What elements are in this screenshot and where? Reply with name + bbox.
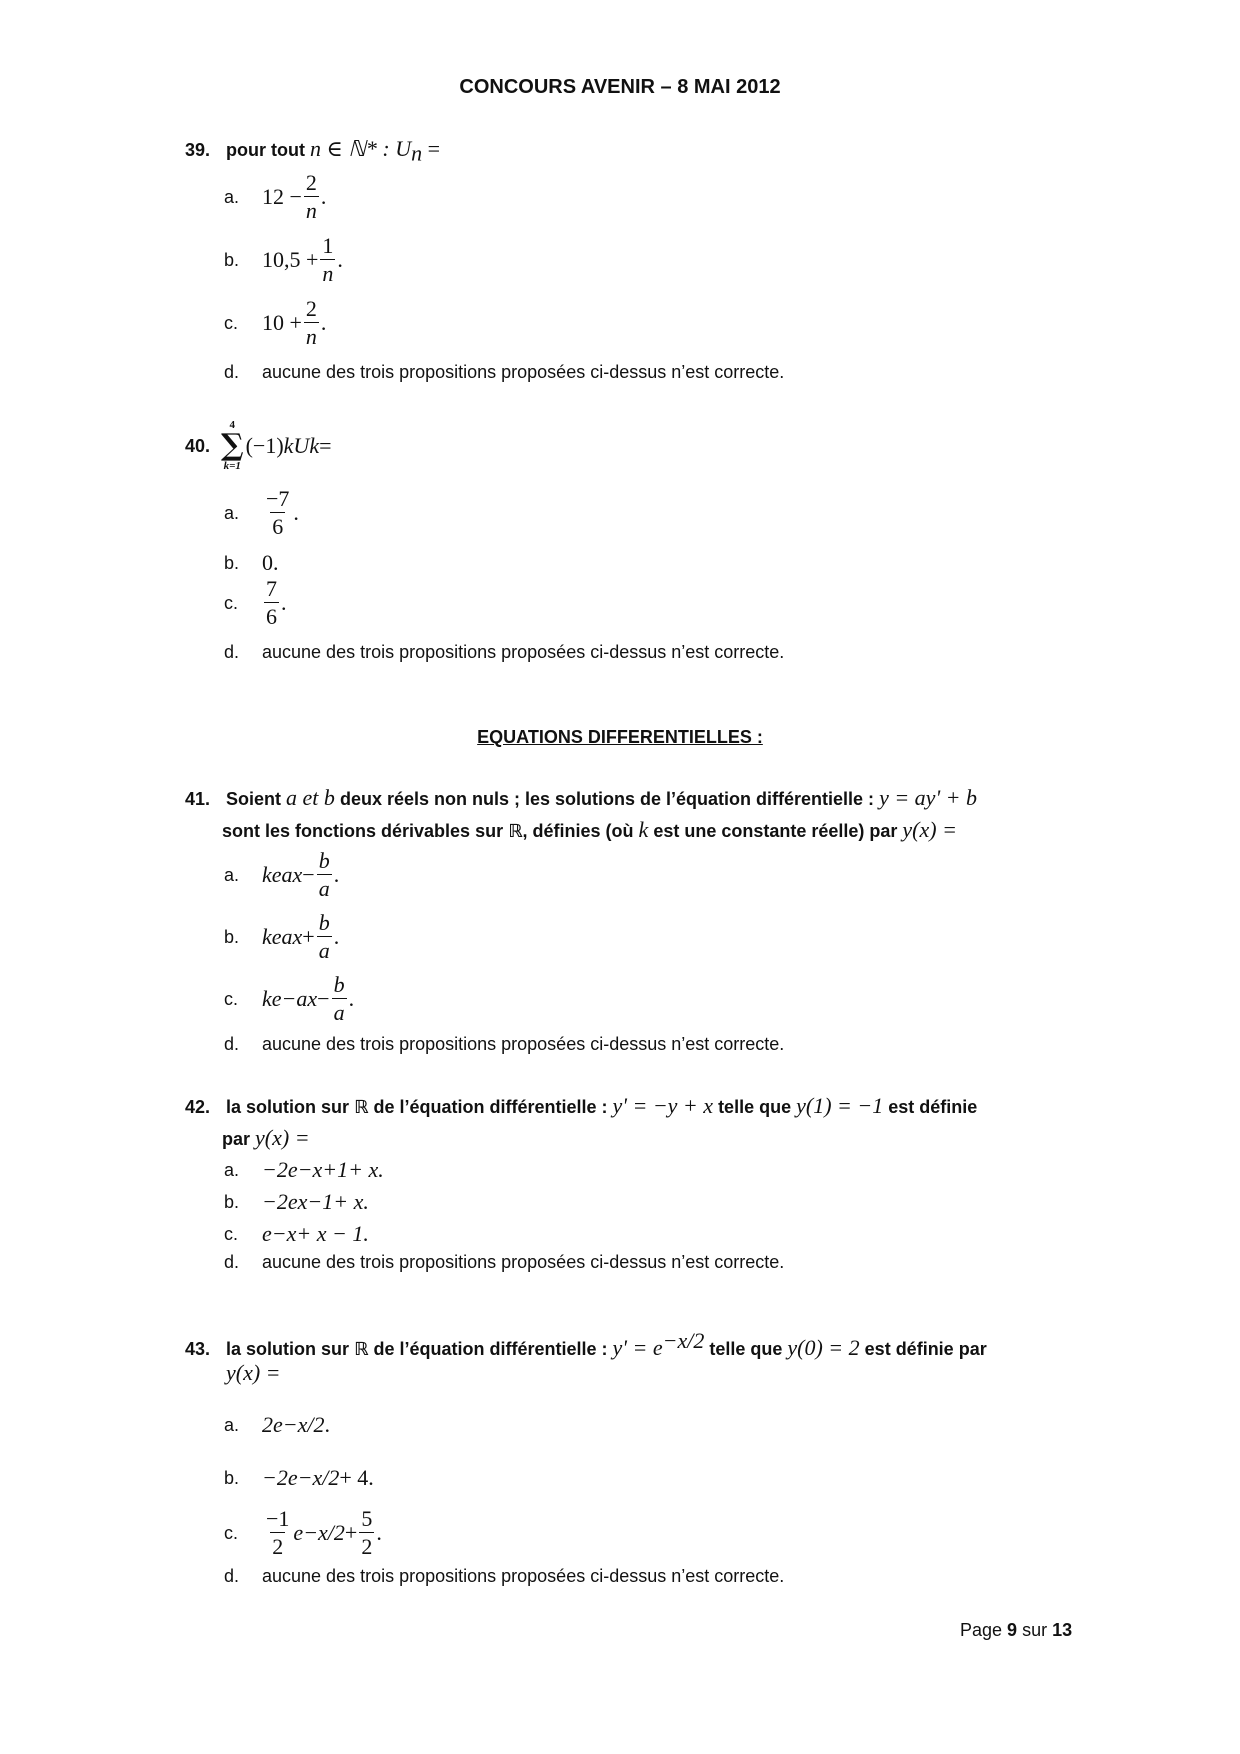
question-math: n ∈ ℕ* : U [310, 136, 412, 161]
footer-mid: sur [1017, 1620, 1053, 1640]
option-post: . [293, 500, 299, 525]
question-math: y(x) = [902, 817, 957, 842]
option-label: d. [224, 1252, 240, 1272]
question-43-cont [226, 1360, 281, 1386]
option-post: + x. [333, 1189, 369, 1214]
option-label: b. [224, 552, 240, 573]
option-label: c. [224, 1223, 239, 1244]
fraction-numerator: 7 [266, 576, 277, 601]
option-fraction [264, 578, 279, 628]
option-base: ke [262, 862, 282, 887]
option-post: + x − 1. [296, 1221, 369, 1246]
option-base: ke [262, 986, 282, 1011]
fraction-denominator: 2 [361, 1534, 373, 1559]
option-post: . [320, 184, 327, 209]
option-label: a. [224, 502, 240, 523]
question-text: telle que [709, 1339, 783, 1359]
sum-lower: k=1 [223, 460, 241, 472]
q40-option-b[interactable] [224, 550, 279, 576]
q42-option-c[interactable] [224, 1221, 369, 1247]
option-exponent: −x+1 [297, 1157, 349, 1182]
option-fraction [304, 298, 319, 348]
question-math: y' = −y + x [612, 1093, 714, 1118]
option-fraction [317, 912, 332, 962]
q42-option-a[interactable] [224, 1157, 384, 1183]
q39-option-d[interactable] [224, 362, 784, 383]
option-mid: e [293, 1520, 304, 1545]
option-label: d. [224, 362, 240, 382]
q41-option-a[interactable] [224, 850, 339, 900]
option-pre: 2e [262, 1412, 283, 1437]
option-post: . [337, 247, 343, 272]
q43-option-c[interactable] [224, 1508, 382, 1558]
option-op: − [302, 862, 315, 887]
option-pre: −2e [262, 1465, 298, 1490]
option-exponent: −ax [281, 986, 318, 1011]
fraction-denominator: a [318, 876, 330, 901]
fraction-numerator: b [318, 848, 330, 873]
option-label: a. [224, 864, 240, 885]
fraction-denominator: 6 [266, 604, 277, 629]
option-label: d. [224, 642, 240, 662]
page-footer [960, 1620, 1072, 1641]
question-math-end: = [422, 136, 441, 161]
question-math: y(x) = [226, 1360, 281, 1385]
option-label: c. [224, 592, 239, 613]
fraction-numerator: b [333, 972, 345, 997]
option-post: . [333, 862, 340, 887]
option-post: . [376, 1520, 382, 1545]
q43-option-b[interactable] [224, 1465, 374, 1491]
expr-exponent: k [283, 433, 294, 458]
fraction-denominator: 2 [272, 1534, 284, 1559]
question-39 [185, 136, 440, 167]
footer-prefix: Page [960, 1620, 1008, 1640]
option-pre: 10 + [262, 310, 302, 335]
option-label: a. [224, 186, 240, 207]
question-42 [185, 1093, 977, 1119]
fraction-numerator: 5 [361, 1506, 373, 1531]
option-fraction [304, 172, 319, 222]
question-number: 42. [185, 1097, 211, 1117]
sum-upper: 4 [229, 419, 236, 431]
q43-option-a[interactable] [224, 1412, 330, 1438]
question-lead: pour tout [226, 140, 305, 160]
question-text: Soient [226, 789, 282, 809]
option-pre: −2e [262, 1189, 298, 1214]
option-label: a. [224, 1159, 240, 1180]
option-exponent: −x/2 [297, 1465, 340, 1490]
fraction-denominator: n [305, 198, 317, 223]
option-text: aucune des trois propositions proposées ci-dessus n’est correcte. [262, 1252, 785, 1272]
question-math: y(x) = [255, 1125, 310, 1150]
option-exponent: −x/2 [282, 1412, 325, 1437]
option-exponent: −x/2 [303, 1520, 345, 1545]
expr-end: = [319, 433, 332, 458]
q42-option-b[interactable] [224, 1189, 369, 1215]
question-41 [185, 785, 977, 811]
footer-page-total: 13 [1052, 1620, 1073, 1640]
question-text: telle que [718, 1097, 792, 1117]
option-label: d. [224, 1566, 240, 1586]
option-label: c. [224, 1522, 239, 1543]
fraction-denominator: n [322, 261, 334, 286]
fraction-numerator: 1 [322, 233, 334, 258]
fraction-numerator: −7 [266, 486, 290, 511]
option-pre: 10,5 + [262, 247, 319, 272]
option-label: c. [224, 988, 239, 1009]
q43-option-d[interactable] [224, 1566, 784, 1587]
question-math: y(0) = 2 [787, 1335, 860, 1360]
question-math: y = ay' + b [879, 785, 977, 810]
q40-option-a[interactable] [224, 488, 299, 538]
expr-sub: k [309, 433, 320, 458]
question-number: 43. [185, 1339, 211, 1359]
option-label: d. [224, 1034, 240, 1054]
q41-option-d[interactable] [224, 1034, 784, 1055]
question-text: la solution sur ℝ de l’équation différentielle : [226, 1339, 608, 1359]
option-label: a. [224, 1414, 240, 1435]
page-header: CONCOURS AVENIR – 8 MAI 2012 [459, 76, 781, 98]
question-42-cont [222, 1125, 310, 1151]
option-pre: 12 − [262, 184, 302, 209]
fraction-denominator: a [333, 1000, 345, 1025]
question-40 [185, 420, 332, 472]
option-label: c. [224, 312, 239, 333]
question-math: k [638, 817, 649, 842]
question-43 [185, 1328, 987, 1361]
q42-option-d[interactable] [224, 1252, 784, 1273]
question-text: sont les fonctions dérivables sur ℝ, définies (où [222, 821, 634, 841]
option-fraction [332, 974, 347, 1024]
question-text: la solution sur ℝ de l’équation différentielle : [226, 1097, 608, 1117]
option-pre: −2e [262, 1157, 298, 1182]
option-post: . [348, 986, 355, 1011]
option-text: aucune des trois propositions proposées ci-dessus n’est correcte. [262, 362, 785, 382]
question-math: y' = e [612, 1335, 663, 1360]
question-text: est définie [888, 1097, 978, 1117]
fraction-denominator: a [318, 938, 330, 963]
option-text: aucune des trois propositions proposées ci-dessus n’est correcte. [262, 642, 785, 662]
question-text: deux réels non nuls ; les solutions de l’équation différentielle : [339, 789, 875, 809]
fraction-denominator: 6 [272, 514, 284, 539]
question-math: a et b [286, 785, 335, 810]
option-op: + [302, 924, 315, 949]
option-text: aucune des trois propositions proposées ci-dessus n’est correcte. [262, 1566, 785, 1586]
option-base: ke [262, 924, 282, 949]
footer-page-number: 9 [1007, 1620, 1018, 1640]
option-post: . [333, 924, 340, 949]
question-math: y(1) = −1 [796, 1093, 884, 1118]
expr-u: U [293, 433, 310, 458]
fraction-numerator: b [318, 910, 330, 935]
sum-symbol: ∑ [221, 428, 244, 463]
question-41-cont [222, 817, 957, 843]
option-exponent: ax [281, 862, 303, 887]
option-label: b. [224, 1467, 240, 1488]
question-math-sub: n [411, 140, 423, 166]
option-post: + 4. [339, 1465, 374, 1490]
q39-option-b[interactable] [224, 235, 343, 285]
q39-option-a[interactable] [224, 172, 326, 222]
fraction-numerator: −1 [266, 1506, 290, 1531]
option-label: b. [224, 249, 240, 270]
option-pre: e [262, 1221, 272, 1246]
fraction-denominator: n [305, 324, 317, 349]
fraction-numerator: 2 [305, 170, 317, 195]
option-fraction [264, 488, 291, 538]
question-number: 39. [185, 140, 211, 160]
question-text: par [222, 1129, 251, 1149]
expr-base: (−1) [245, 433, 284, 458]
q41-option-c[interactable] [224, 974, 354, 1024]
question-number: 41. [185, 789, 211, 809]
q41-option-b[interactable] [224, 912, 339, 962]
question-text: est définie par [864, 1339, 987, 1359]
q40-option-d[interactable] [224, 642, 784, 663]
option-op: + [344, 1520, 358, 1545]
option-post: . [281, 590, 287, 615]
section-title: EQUATIONS DIFFERENTIELLES : [477, 727, 763, 747]
summation [221, 420, 244, 472]
option-exponent: −x [271, 1221, 297, 1246]
option-label: b. [224, 1191, 240, 1212]
question-number: 40. [185, 435, 211, 456]
option-fraction [317, 850, 332, 900]
option-post: . [320, 310, 327, 335]
option-exponent: ax [281, 924, 303, 949]
option-text: aucune des trois propositions proposées ci-dessus n’est correcte. [262, 1034, 785, 1054]
option-post: . [324, 1412, 330, 1437]
option-fraction-2 [359, 1508, 374, 1558]
option-fraction [320, 235, 335, 285]
option-exponent: x−1 [297, 1189, 334, 1214]
question-exponent: −x/2 [662, 1328, 705, 1353]
q39-option-c[interactable] [224, 298, 326, 348]
option-text: 0. [262, 550, 279, 575]
q40-option-c[interactable] [224, 578, 287, 628]
option-post: + x. [348, 1157, 384, 1182]
option-fraction [264, 1508, 291, 1558]
question-text: est une constante réelle) par [653, 821, 898, 841]
fraction-numerator: 2 [305, 296, 317, 321]
option-label: b. [224, 926, 240, 947]
option-op: − [317, 986, 330, 1011]
